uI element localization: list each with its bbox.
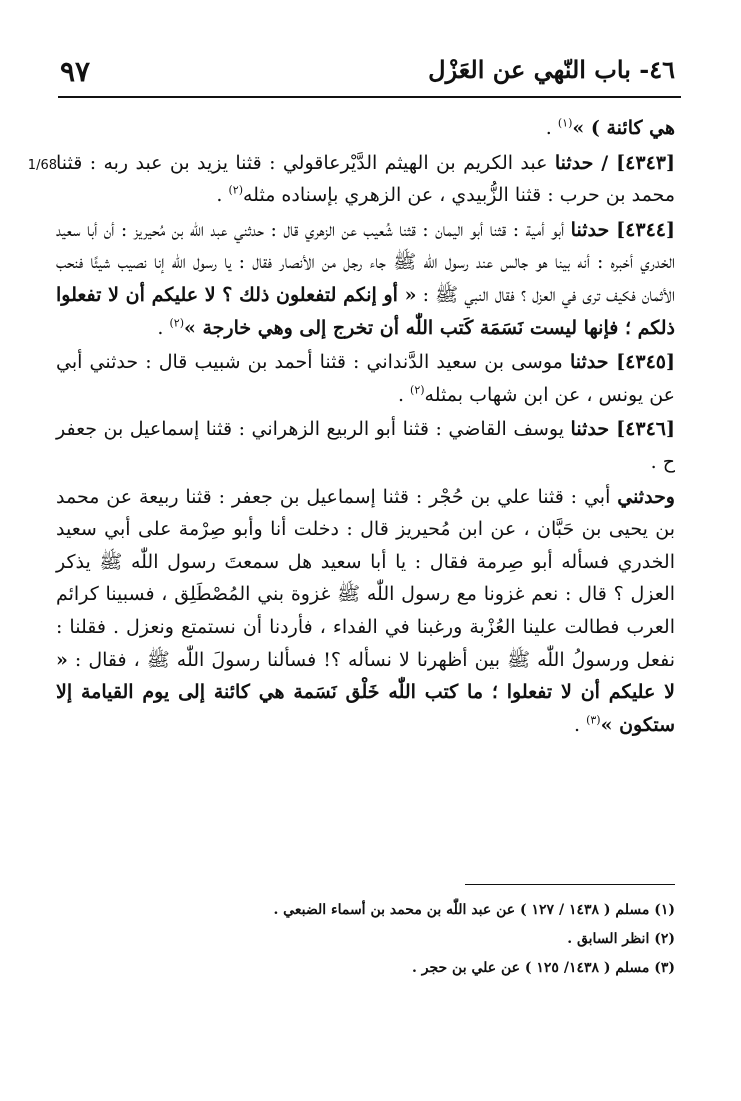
body-text: عبد الكريم بن الهيثم الدَّيْرعاقولي : قثنا يزيد بن عبد ربه : قثنا محمد بن حرب : قثنا الزُّبيدي ، عن الزهري بإسناده مثله [56, 151, 675, 207]
bold-text: « لا عليكم أن لا تفعلوا ؛ ما كتب اللّٰه خَلْق نَسَمة هي كائنة إلى يوم القيامة إلا ستكون » [56, 648, 675, 736]
footnote-rule [465, 884, 675, 885]
chapter-title: ٤٦- باب النّهي عن العَزْل [428, 55, 675, 84]
body-text: . [216, 184, 229, 207]
paragraph-continuation [56, 112, 675, 145]
bold-text: « أو إنكم لتفعلون ذلك ؟ لا عليكم أن لا تفعلوا ذلكم ؛ فإنها ليست نَسَمَة كَتب اللّٰه أن تخرج إلى وهي خارجة » [56, 283, 675, 339]
bold-text: [٤٣٤٤] حدثنا [570, 218, 675, 241]
hadith-4346 [56, 413, 675, 478]
hadith-4346-second-chain [56, 481, 675, 742]
hadith-4344 [56, 214, 675, 344]
footnote-marker: (٣) [586, 713, 601, 727]
hadith-4343 [56, 147, 675, 212]
page-number: ٩٧ [60, 55, 91, 88]
body-text: . [573, 713, 587, 736]
footnote-1: (١) مسلم ( ١٤٣٨ / ١٢٧ ) عن عبد اللّٰه بن محمد بن أسماء الضبعي . [273, 902, 675, 918]
body-text: يوسف القاضي : قثنا أبو الربيع الزهراني : قثنا إسماعيل بن جعفر ح . [56, 418, 675, 473]
footnote-marker: (١) [557, 116, 573, 130]
bold-text: [٤٣٤٦] حدثنا [570, 418, 675, 441]
body-text: . [157, 316, 170, 339]
page-body [56, 112, 675, 741]
footnotes [60, 896, 675, 983]
margin-note: 1/68 [27, 158, 57, 173]
bold-text: [٤٣٤٥] حدثنا [569, 351, 675, 374]
header-rule [58, 96, 681, 98]
hadith-4345 [56, 346, 675, 411]
footnote-marker: (٢) [228, 183, 243, 197]
bold-text: [٤٣٤٣] / حدثنا [554, 151, 675, 174]
body-text: أبي : قثنا علي بن حُجْر : قثنا إسماعيل بن جعفر : قثنا ربيعة عن محمد بن يحيى بن حَبَّان ، عن ابن مُحيريز قال : دخلت أنا وأبو صِرْمة على أبي سعيد الخدري فسأله أبو صِرمة فقال : يا أبا سعيد هل سمعتَ رسول اللّٰه ﷺ يذكر العزل ؟ قال : نعم غزونا مع رسول اللّٰه ﷺ غزوة بني المُصْطَلِق ، فسبينا كرائم العرب فطالت علينا العُزْبة ورغبنا في الفداء ، فأردنا أن نستمتع ونعزل . فقلنا : نفعل ورسولُ اللّٰه ﷺ بين أظهرنا لا نسأله ؟! فسألنا رسولَ اللّٰه ﷺ ، فقال : [56, 485, 675, 671]
bold-text: هي كائنة ) » [572, 117, 675, 139]
body-text: أبو أمية : قثنا أبو اليمان : قثنا شُعيب عن الزهري قال : حدثني عبد اللّٰه بن مُحيريز : أن أبا سعيد الخدري أخبره : أنه بينا هو جالس عند رسول اللّٰه ﷺ جاء رجل من الأنصار فقال : يا رسول اللّٰه إنا نصيب شيئًا فنحب الأثمان فكيف ترى في العزل ؟ فقال النبي ﷺ : [56, 218, 675, 306]
footnote-2: (٢) انظر السابق . [567, 931, 675, 947]
body-text: . [397, 383, 411, 406]
body-text: موسى بن سعيد الدَّنداني : قثنا أحمد بن شبيب قال : حدثني أبي عن يونس ، عن ابن شهاب بمثله [56, 351, 675, 406]
body-text: . [545, 117, 558, 139]
bold-text: وحدثني [617, 485, 675, 508]
footnote-3: (٣) مسلم ( ١٤٣٨/ ١٢٥ ) عن علي بن حجر . [412, 960, 675, 976]
footnote-marker: (٢) [410, 383, 425, 397]
footnote-marker: (٢) [169, 316, 184, 330]
